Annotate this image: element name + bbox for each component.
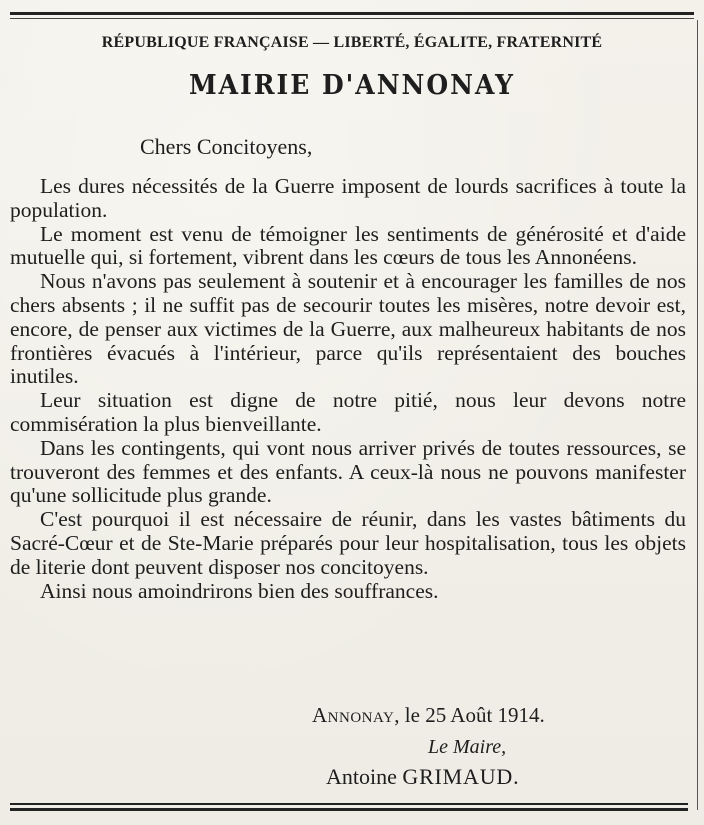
salutation: Chers Concitoyens, bbox=[140, 134, 313, 159]
republic-motto: RÉPUBLIQUE FRANÇAISE — LIBERTÉ, ÉGALITE, FRATERNITÉ bbox=[101, 34, 603, 51]
bottom-rule bbox=[10, 808, 688, 811]
mayor-name bbox=[326, 764, 519, 790]
place-name: Annonay bbox=[312, 703, 395, 727]
paragraph: Le moment est venu de témoigner les sentiments de générosité et d'aide mutuelle qui, si fortement, vibrent dans les cœurs de tous les Annonéens. bbox=[10, 221, 686, 270]
proclamation-body bbox=[10, 175, 686, 603]
column-edge-line bbox=[697, 20, 698, 810]
top-rule bbox=[10, 12, 694, 15]
paragraph: Dans les contingents, qui vont nous arriver privés de toutes ressources, se trouveront des femmes et des enfants. A ceux-là nous ne pouvons manifester qu'une sollicitude plus grande. bbox=[10, 435, 686, 508]
paragraph: C'est pourquoi il est nécessaire de réunir, dans les vastes bâtiments du Sacré-Cœur et de Ste-Marie préparés pour leur hospitalisation, tous les objets de literie dont peuvent disposer nos concitoyens. bbox=[10, 507, 686, 579]
mayor-surname: GRIMAUD. bbox=[402, 764, 520, 789]
paragraph: Leur situation est digne de notre pitié, nous leur devons notre commisération la plus bienveillante. bbox=[10, 388, 686, 436]
top-rule-thin bbox=[10, 18, 694, 19]
bottom-rule-thin bbox=[10, 803, 688, 805]
date-text: , le 25 Août 1914. bbox=[394, 703, 545, 727]
paragraph: Nous n'avons pas seulement à soutenir et à encourager les familles de nos chers absents ; il ne suffit pas de secourir toutes les misères, notre devoir est, encore, de penser aux victimes de la Guerre, aux malheureux habitants de nos frontières évacués à l'intérieur, parce qu'ils représentaient des bouches inutiles. bbox=[10, 269, 686, 389]
mayor-first-name: Antoine bbox=[326, 764, 397, 789]
place-date-line bbox=[312, 703, 545, 728]
paragraph: Ainsi nous amoindrirons bien des souffrances. bbox=[40, 578, 439, 603]
page-title: MAIRIE D'ANNONAY bbox=[188, 68, 516, 101]
paragraph: Les dures nécessités de la Guerre imposent de lourds sacrifices à toute la population. bbox=[10, 174, 686, 222]
mayor-role: Le Maire, bbox=[428, 736, 507, 758]
